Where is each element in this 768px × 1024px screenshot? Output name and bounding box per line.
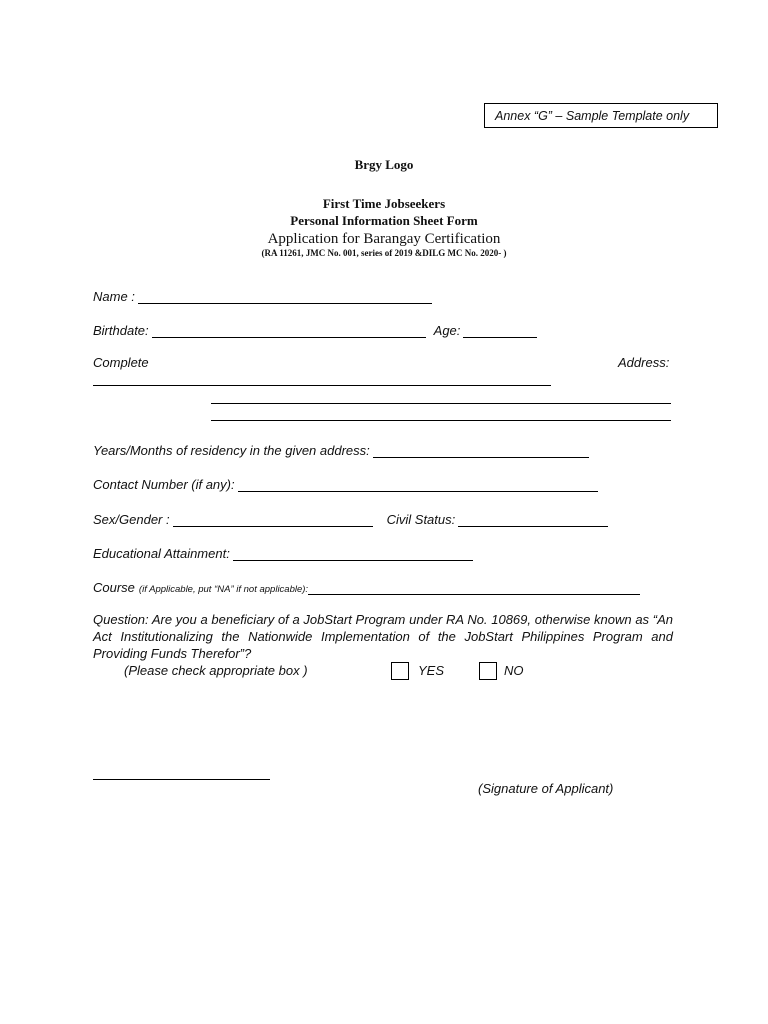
birthdate-field[interactable] <box>152 323 426 338</box>
address-field-line2[interactable] <box>211 403 671 404</box>
education-row <box>93 543 473 561</box>
age-label: Age: <box>433 323 461 338</box>
name-label: Name : <box>93 289 135 304</box>
age-field[interactable] <box>463 323 537 338</box>
address-field-line1[interactable] <box>93 385 551 386</box>
name-field[interactable] <box>138 289 432 304</box>
course-note: (if Applicable, put “NA” if not applicable): <box>138 584 309 595</box>
civil-status-field[interactable] <box>458 512 608 527</box>
signature-label: (Signature of Applicant) <box>478 781 614 796</box>
civil-status-label: Civil Status: <box>386 512 456 527</box>
check-instruction: (Please check appropriate box ) <box>124 663 308 678</box>
address-field-line3[interactable] <box>211 420 671 421</box>
signature-line[interactable] <box>93 779 270 780</box>
residency-label: Years/Months of residency in the given address: <box>93 443 370 458</box>
sex-civil-row <box>93 509 608 527</box>
course-field[interactable] <box>308 580 640 595</box>
form-title-line1: First Time Jobseekers <box>322 196 446 211</box>
residency-field[interactable] <box>373 443 589 458</box>
legal-reference: (RA 11261, JMC No. 001, series of 2019 &DILG MC No. 2020- ) <box>261 248 507 258</box>
contact-row <box>93 474 598 492</box>
education-field[interactable] <box>233 546 473 561</box>
annex-label-box <box>484 103 718 128</box>
jobstart-question: Question: Are you a beneficiary of a JobStart Program under RA No. 10869, otherwise known as “An Act Institutionalizing the Nationwide Implementation of the JobStart Philippines Program and Providing Funds Therefor”? <box>93 612 673 661</box>
name-row <box>93 286 432 304</box>
birthdate-label: Birthdate: <box>93 323 149 338</box>
contact-label: Contact Number (if any): <box>93 477 235 492</box>
sex-field[interactable] <box>173 512 373 527</box>
address-label-right: Address: <box>618 355 670 370</box>
contact-field[interactable] <box>238 477 598 492</box>
barangay-logo-placeholder: Brgy Logo <box>354 157 414 172</box>
yes-checkbox[interactable] <box>391 662 409 680</box>
course-row <box>93 577 640 595</box>
form-subtitle: Application for Barangay Certification <box>267 231 501 247</box>
yes-label: YES <box>418 663 445 678</box>
sex-label: Sex/Gender : <box>93 512 170 527</box>
course-label: Course <box>93 580 135 595</box>
no-label: NO <box>504 663 524 678</box>
annex-label: Annex “G” – Sample Template only <box>495 109 690 123</box>
no-checkbox[interactable] <box>479 662 497 680</box>
address-label-left: Complete <box>93 355 149 370</box>
education-label: Educational Attainment: <box>93 546 230 561</box>
birthdate-row <box>93 320 537 338</box>
residency-row <box>93 440 589 458</box>
form-title-line2: Personal Information Sheet Form <box>290 213 478 228</box>
